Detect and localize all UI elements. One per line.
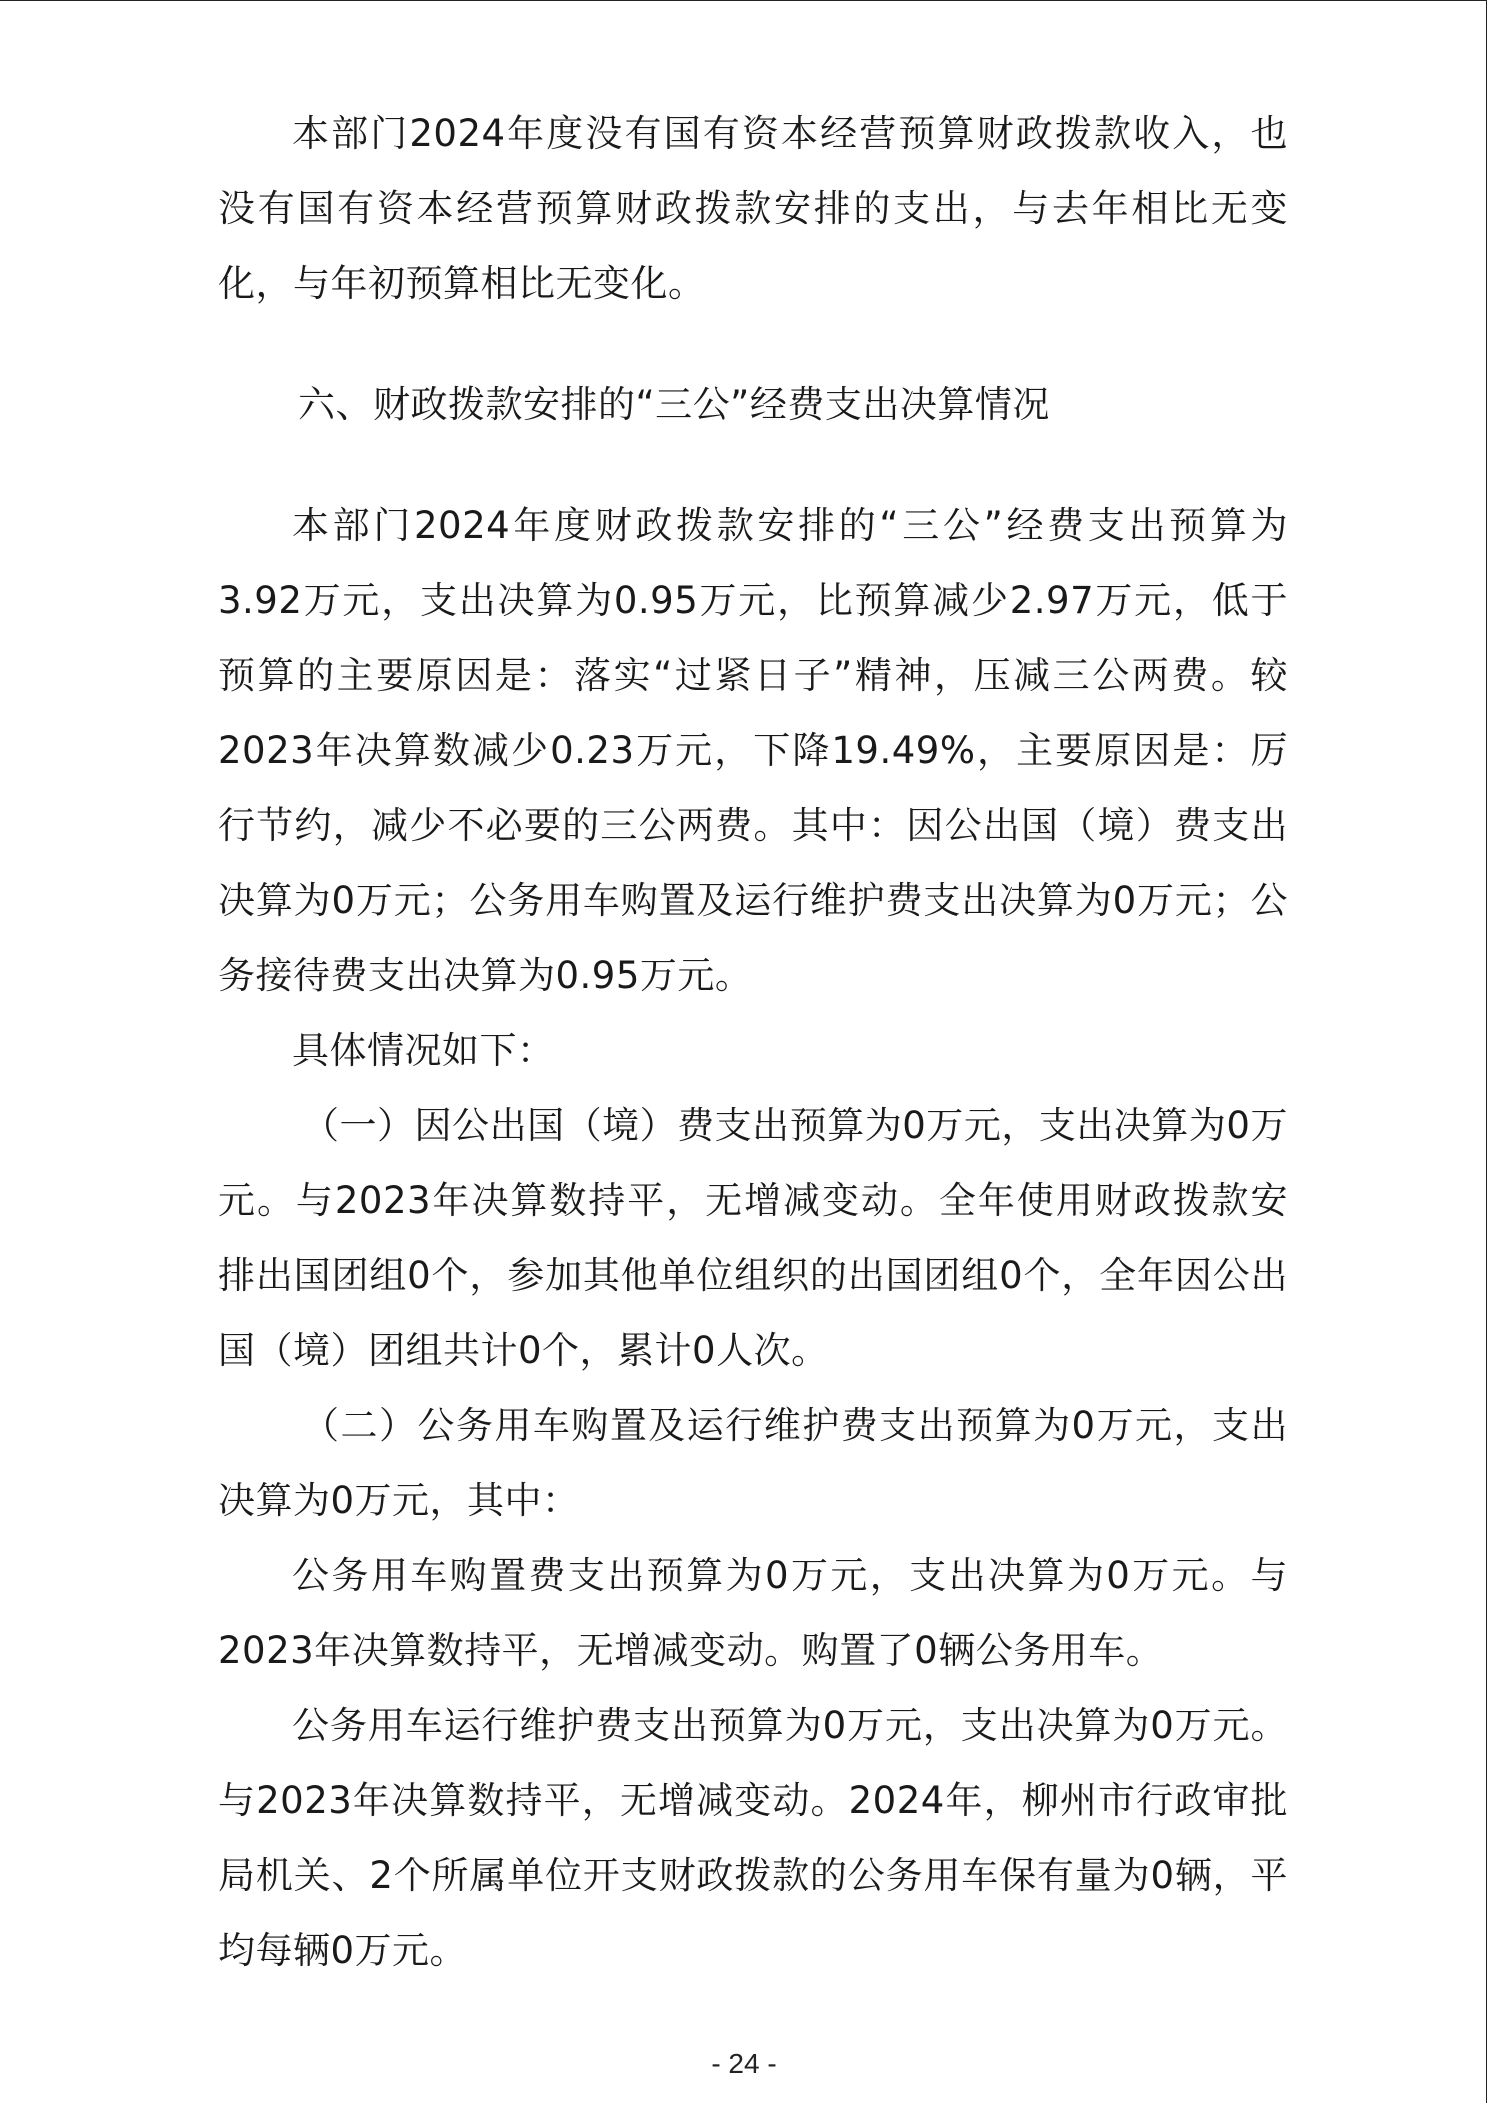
paragraph-vehicle-purchase: 公务用车购置费支出预算为0万元，支出决算为0万元。与2023年决算数持平，无增减变动。购置了0辆公务用车。 [218,1554,1288,1672]
paragraph-details-intro: 具体情况如下： [292,1029,555,1072]
paragraph-vehicle-maintenance: 公务用车运行维护费支出预算为0万元，支出决算为0万元。与2023年决算数持平，无增减变动。2024年，柳州市行政审批局机关、2个所属单位开支财政拨款的公务用车保有量为0辆，平均每辆0万元。 [218,1704,1288,1972]
paragraph-state-capital-budget: 本部门2024年度没有国有资本经营预算财政拨款收入，也没有国有资本经营预算财政拨款安排的支出，与去年相比无变化，与年初预算相比无变化。 [218,112,1288,305]
paragraph-three-public-overview: 本部门2024年度财政拨款安排的“三公”经费支出预算为3.92万元，支出决算为0.95万元，比预算减少2.97万元，低于预算的主要原因是：落实“过紧日子”精神，压减三公两费。较2023年决算数减少0.23万元，下降19.49%，主要原因是：厉行节约，减少不必要的三公两费。其中：因公出国（境）费支出决算为0万元；公务用车购置及运行维护费支出决算为0万元；公务接待费支出决算为0.95万元。 [218,504,1288,997]
document-body [218,96,1288,1988]
page-number: - 24 - [711,2048,777,2079]
paragraph-overseas-travel: （一）因公出国（境）费支出预算为0万元，支出决算为0万元。与2023年决算数持平，无增减变动。全年使用财政拨款安排出国团组0个，参加其他单位组织的出国团组0个，全年因公出国（境）团组共计0个，累计0人次。 [218,1104,1288,1372]
paragraph-vehicle-costs: （二）公务用车购置及运行维护费支出预算为0万元，支出决算为0万元，其中： [218,1404,1288,1522]
section-heading-six: 六、财政拨款安排的“三公”经费支出决算情况 [298,383,1050,426]
